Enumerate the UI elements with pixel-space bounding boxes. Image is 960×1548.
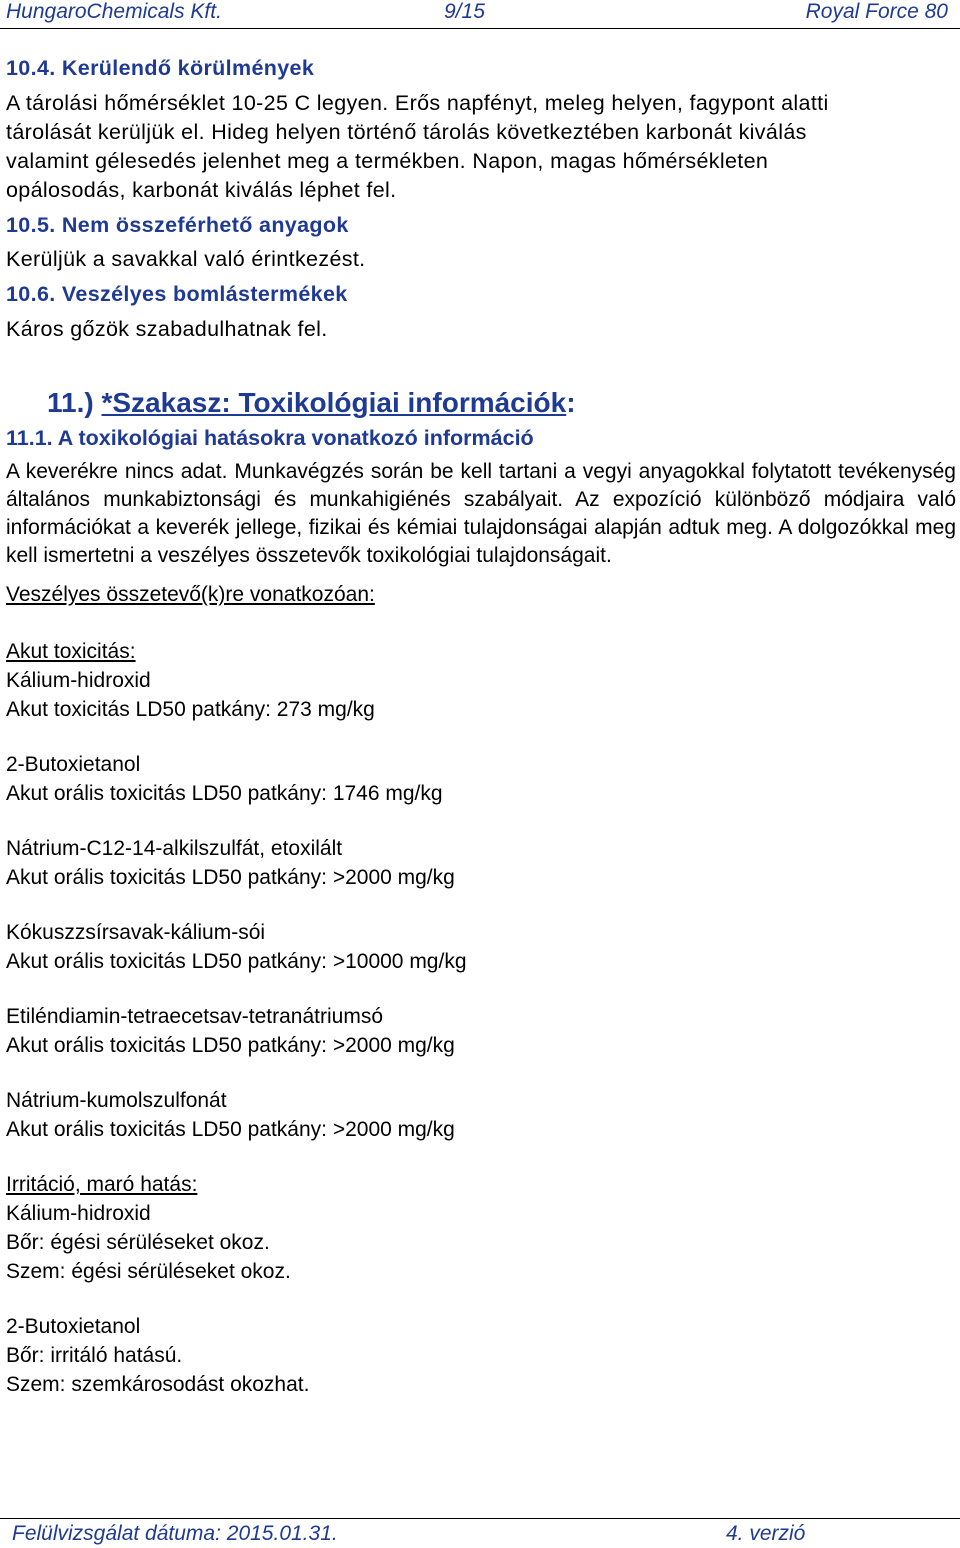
section-11-title — [47, 386, 956, 420]
section-10-4-line: opálosodás, karbonát kiválás léphet fel. — [6, 177, 397, 202]
section-10-4-line: valamint gélesedés jelenhet meg a termékben. Napon, magas hőmérsékleten — [6, 148, 769, 173]
substance-block — [6, 1002, 956, 1060]
acute-toxicity-block — [6, 637, 956, 724]
substance-name: 2-Butoxietanol — [6, 753, 141, 776]
section-10-6-title: 10.6. Veszélyes bomlástermékek — [6, 282, 348, 306]
toxicity-value: Akut orális toxicitás LD50 patkány: >10000 mg/kg — [6, 950, 467, 973]
toxicity-value: Akut toxicitás LD50 patkány: 273 mg/kg — [6, 698, 375, 721]
header-company: HungaroChemicals Kft. — [6, 0, 222, 23]
eye-effect: Szem: égési sérüléseket okoz. — [6, 1260, 291, 1283]
page-footer — [0, 1518, 960, 1548]
section-11-heading: *Szakasz: Toxikológiai információk — [101, 386, 567, 418]
footer-version: 4. verzió — [726, 1522, 806, 1545]
substance-block — [6, 1312, 956, 1399]
section-10-6-text: Káros gőzök szabadulhatnak fel. — [6, 316, 328, 341]
substance-block — [6, 918, 956, 976]
header-product-name: Royal Force 80 — [805, 0, 948, 23]
irritation-heading: Irritáció, maró hatás: — [6, 1173, 198, 1196]
section-11-1-title: 11.1. A toxikológiai hatásokra vonatkozó információ — [6, 425, 534, 450]
substance-name: Nátrium-kumolszulfonát — [6, 1089, 227, 1112]
eye-effect: Szem: szemkárosodást okozhat. — [6, 1373, 310, 1396]
substance-name: Kókuszzsírsavak-kálium-sói — [6, 921, 266, 944]
substance-name: Etiléndiamin-tetraecetsav-tetranátriumsó — [6, 1005, 383, 1028]
irritation-block — [6, 1170, 956, 1286]
skin-effect: Bőr: égési sérüléseket okoz. — [6, 1231, 270, 1254]
section-10-5-text: Kerüljük a savakkal való érintkezést. — [6, 247, 366, 271]
substance-name: Kálium-hidroxid — [6, 1202, 151, 1225]
section-10-4-line: tárolását kerüljük el. Hideg helyen történő tárolás következtében karbonát kiválás — [6, 119, 807, 144]
document-body — [6, 54, 956, 1399]
section-10-4-line: A tárolási hőmérséklet 10-25 C legyen. Erős napfényt, meleg helyen, fagypont alatti — [6, 90, 829, 115]
hazardous-components-heading: Veszélyes összetevő(k)re vonatkozóan: — [6, 583, 375, 606]
section-11-number: 11.) — [47, 386, 94, 418]
page-header — [0, 0, 960, 29]
footer-review-date: Felülvizsgálat dátuma: 2015.01.31. — [12, 1522, 338, 1545]
section-11-colon: : — [566, 386, 576, 418]
toxicity-value: Akut orális toxicitás LD50 patkány: >2000 mg/kg — [6, 1118, 455, 1141]
header-page-number: 9/15 — [444, 0, 485, 23]
toxicity-value: Akut orális toxicitás LD50 patkány: >2000 mg/kg — [6, 866, 455, 889]
section-11-paragraph: A keverékre nincs adat. Munkavégzés során be kell tartani a vegyi anyagokkal folytatott tevékenység általános munkabiztonsági és munkahigiénés szabályait. Az expozíció különböző módjaira való információkat a keverék jellege, fizikai és kémiai tulajdonságai alapján adtuk meg. A dolgozókkal meg kell ismertetni a veszélyes összetevők toxikológiai tulajdonságait. — [6, 460, 956, 567]
toxicity-value: Akut orális toxicitás LD50 patkány: 1746 mg/kg — [6, 782, 443, 805]
section-10-4-title: 10.4. Kerülendő körülmények — [6, 56, 315, 80]
skin-effect: Bőr: irritáló hatású. — [6, 1344, 183, 1367]
substance-name: Nátrium-C12-14-alkilszulfát, etoxilált — [6, 837, 343, 860]
substance-name: Kálium-hidroxid — [6, 669, 151, 692]
substance-block — [6, 834, 956, 892]
substance-name: 2-Butoxietanol — [6, 1315, 141, 1338]
acute-toxicity-heading: Akut toxicitás: — [6, 640, 136, 663]
section-10 — [6, 54, 956, 344]
substance-block — [6, 1086, 956, 1144]
section-10-5-title: 10.5. Nem összeférhető anyagok — [6, 212, 349, 237]
substance-block — [6, 750, 956, 808]
toxicity-value: Akut orális toxicitás LD50 patkány: >2000 mg/kg — [6, 1034, 455, 1057]
